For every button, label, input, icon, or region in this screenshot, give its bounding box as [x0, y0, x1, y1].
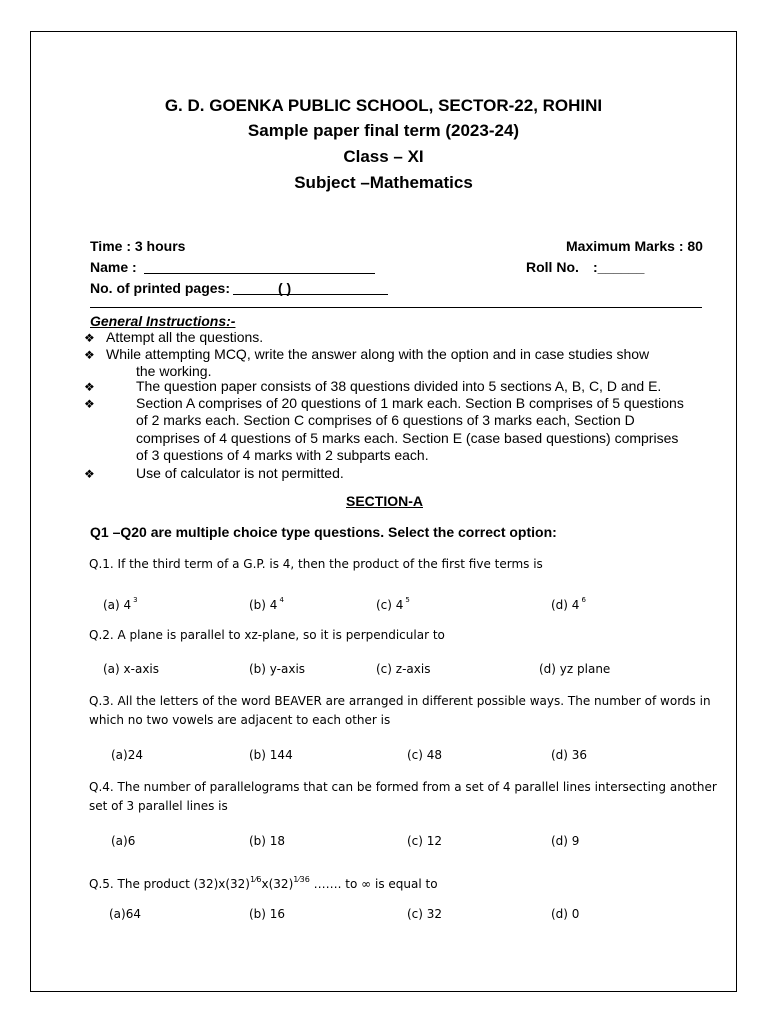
option-a: (a)64	[109, 907, 141, 921]
option-b: (b) 4 $^4$	[249, 596, 284, 612]
instructions-heading: General Instructions:-	[90, 313, 236, 329]
infinity-symbol: ∞	[361, 877, 372, 891]
option-b: (b) 16	[249, 907, 286, 921]
option-a: (a)6	[111, 834, 136, 848]
divider	[90, 307, 702, 308]
option-a: (a) 4 $^3$	[103, 596, 138, 612]
question-4-line-2: set of 3 parallel lines is	[89, 799, 228, 813]
option-a: (a)24	[111, 748, 143, 762]
instruction-2-cont: the working.	[136, 363, 212, 379]
question-3-line-1: Q.3. All the letters of the word BEAVER are arranged in different possible ways. The number of words in	[89, 694, 711, 708]
paper-title: Sample paper final term (2023-24)	[247, 121, 520, 140]
section-title: SECTION-A	[346, 493, 423, 509]
option-d: (d) yz plane	[539, 662, 611, 676]
option-d: (d) 0	[551, 907, 580, 921]
question-4-line-1: Q.4. The number of parallelograms that can be formed from a set of 4 parallel lines intersecting another	[89, 780, 717, 794]
question-2: Q.2. A plane is parallel to xz-plane, so it is perpendicular to	[89, 628, 445, 642]
instruction-4-line-3: comprises of 4 questions of 5 marks each. Section E (case based questions) comprises	[136, 430, 679, 446]
subject-line: Subject –Mathematics	[294, 173, 473, 192]
question-1: Q.1. If the third term of a G.P. is 4, then the product of the first five terms is	[89, 557, 543, 571]
bullet-icon: ❖	[84, 467, 95, 481]
pages-blank	[233, 279, 388, 295]
section-directive: Q1 –Q20 are multiple choice type questions. Select the correct option:	[90, 524, 557, 540]
option-c: (c) 32	[407, 907, 443, 921]
class-line: Class – XI	[343, 147, 424, 166]
roll-label: Roll No.	[526, 259, 579, 275]
roll-blank: :______	[593, 259, 645, 275]
option-a: (a) x-axis	[103, 662, 160, 676]
name-label: Name :	[90, 259, 137, 275]
option-c: (c) 48	[407, 748, 443, 762]
max-marks: Maximum Marks : 80	[566, 238, 703, 254]
bullet-icon: ❖	[84, 397, 95, 411]
bullet-icon: ❖	[84, 380, 95, 394]
option-c: (c) 4 $^5$	[376, 596, 410, 612]
instruction-2: While attempting MCQ, write the answer along with the option and in case studies show	[106, 346, 650, 362]
pages-paren: ( )	[278, 280, 292, 296]
option-d: (d) 9	[551, 834, 580, 848]
bullet-icon: ❖	[84, 331, 95, 345]
school-name: G. D. GOENKA PUBLIC SCHOOL, SECTOR-22, ROHINI	[164, 96, 603, 115]
instruction-3: The question paper consists of 38 questions divided into 5 sections A, B, C, D and E.	[136, 378, 662, 394]
name-blank	[144, 258, 375, 274]
instruction-5: Use of calculator is not permitted.	[136, 465, 344, 481]
time-label: Time : 3 hours	[90, 238, 186, 254]
instruction-1: Attempt all the questions.	[106, 329, 264, 345]
instruction-4-line-4: of 3 questions of 4 marks with 2 subparts each.	[136, 447, 429, 463]
option-b: (b) 144	[249, 748, 293, 762]
option-d: (d) 4 $^6$	[551, 596, 586, 612]
option-b: (b) y-axis	[249, 662, 306, 676]
question-5: Q.5. The product $(32)x(32)^{1⁄6}x(32)^{1⁄36}$ ……. to ∞ is equal to	[89, 875, 438, 891]
pages-label: No. of printed pages:	[90, 280, 230, 296]
instruction-4-line-1: Section A comprises of 20 questions of 1 mark each. Section B comprises of 5 questions	[136, 395, 684, 411]
option-d: (d) 36	[551, 748, 588, 762]
option-b: (b) 18	[249, 834, 286, 848]
bullet-icon: ❖	[84, 348, 95, 362]
instruction-4-line-2: of 2 marks each. Section C comprises of 6 questions of 3 marks each, Section D	[136, 412, 635, 428]
question-3-line-2: which no two vowels are adjacent to each other is	[89, 713, 391, 727]
option-c: (c) 12	[407, 834, 443, 848]
option-c: (c) z-axis	[376, 662, 431, 676]
